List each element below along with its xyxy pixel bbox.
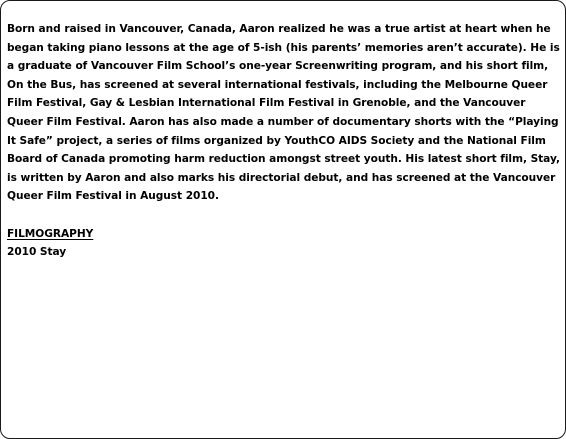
filmography-item: 2010 Stay: [7, 246, 67, 259]
filmography-heading: FILMOGRAPHY: [7, 227, 94, 240]
filmography-list: [7, 243, 563, 262]
bio-content: [7, 20, 563, 262]
biography-text: Born and raised in Vancouver, Canada, Aaron realized he was a true artist at heart when he began taking piano lessons at the age of 5-ish (his parents’ memories aren’t accurate). He is a graduate of Vancouver Film School’s one-year Screenwriting program, and his short film, On the Bus, has screened at several international festivals, including the Melbourne Queer Film Festival, Gay & Lesbian International Film Festival in Grenoble, and the Vancouver Queer Film Festival. Aaron has also made a number of documentary shorts with the “Playing It Safe” project, a series of films organized by YouthCO AIDS Society and the National Film Board of Canada promoting harm reduction amongst street youth. His latest short film, Stay, is written by Aaron and also marks his directorial debut, and has screened at the Vancouver Queer Film Festival in August 2010.: [7, 23, 560, 203]
filmography-section: [7, 225, 563, 262]
